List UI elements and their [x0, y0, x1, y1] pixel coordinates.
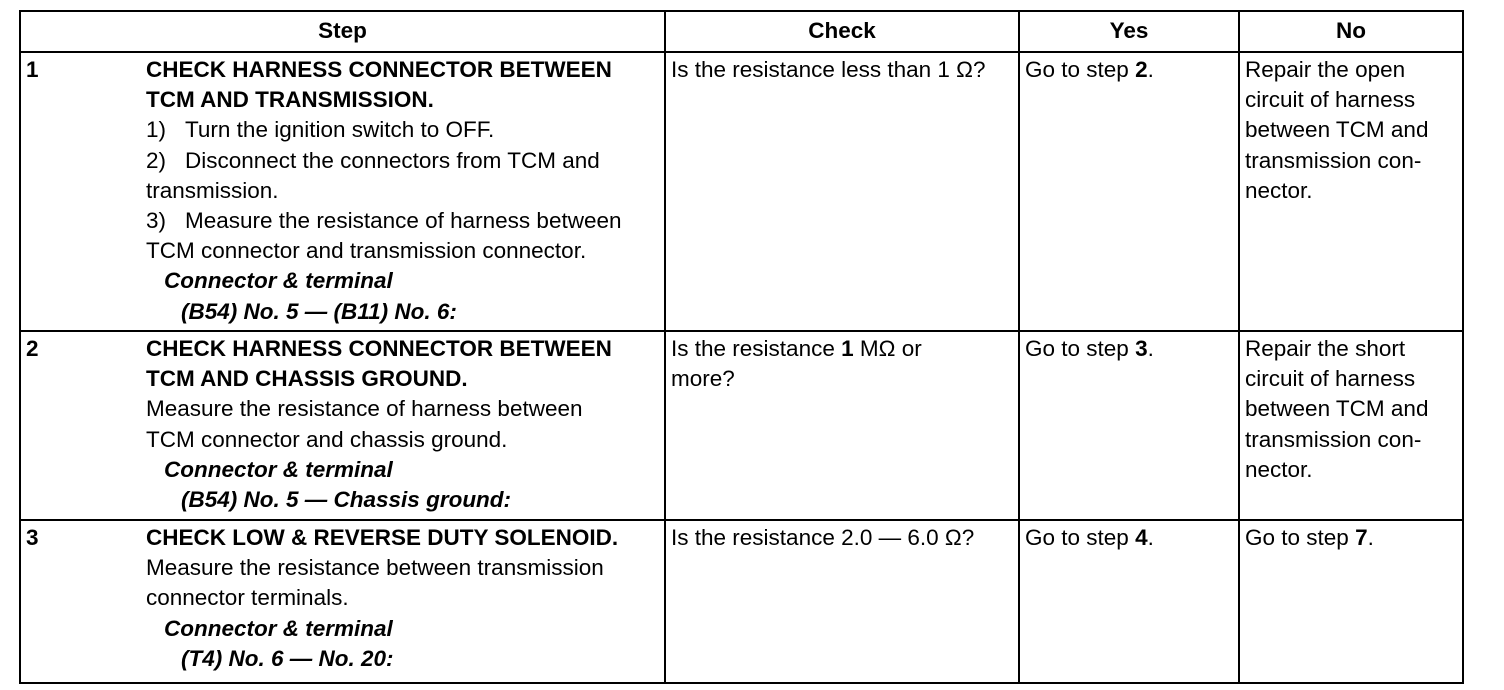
- step-title-line: TCM AND TRANSMISSION.: [146, 87, 434, 113]
- step-body-line: Measure the resistance between transmission: [146, 555, 604, 581]
- no-text-line: between TCM and: [1245, 117, 1429, 143]
- no-cell: [1239, 331, 1463, 520]
- connector-terminal-label: Connector & terminal: [164, 615, 393, 641]
- check-cell: Is the resistance 2.0 — 6.0 Ω?: [665, 520, 1019, 683]
- no-suffix: .: [1367, 525, 1374, 550]
- yes-suffix: .: [1147, 525, 1154, 550]
- check-cell: Is the resistance less than 1 Ω?: [665, 52, 1019, 331]
- substep-text-continued: TCM connector and transmission connector.: [146, 238, 587, 264]
- substep: [146, 146, 659, 176]
- step-body-line: Measure the resistance of harness between: [146, 396, 583, 422]
- check-line: more?: [671, 366, 735, 392]
- substep-text: Disconnect the connectors from TCM and: [185, 147, 600, 173]
- no-text-line: Repair the open: [1245, 57, 1406, 82]
- step-title-line: TCM AND CHASSIS GROUND.: [146, 366, 468, 392]
- no-text-line: nector.: [1245, 177, 1313, 203]
- yes-cell: [1019, 520, 1239, 683]
- no-cell: [1239, 52, 1463, 331]
- connector-terminal-value: (T4) No. 6 — No. 20:: [181, 645, 394, 671]
- substep-number: 3): [146, 208, 167, 234]
- substep-number: 2): [146, 147, 167, 173]
- check-unit: MΩ or: [853, 336, 922, 361]
- connector-terminal-value: (B54) No. 5 — Chassis ground:: [181, 487, 512, 513]
- yes-text: Go to step: [1025, 57, 1136, 82]
- no-text-line: Repair the short: [1245, 336, 1406, 361]
- check-text: Is the resistance: [671, 336, 842, 361]
- no-text: Go to step: [1245, 525, 1356, 550]
- yes-cell: [1019, 331, 1239, 520]
- no-step-number: 7: [1355, 525, 1368, 550]
- step-description: [141, 331, 665, 520]
- substep: [146, 115, 659, 145]
- step-number: 2: [20, 331, 141, 520]
- step-number: 1: [20, 52, 141, 331]
- yes-step-number: 2: [1135, 57, 1148, 82]
- no-text-line: circuit of harness: [1245, 366, 1416, 392]
- step-title-line: CHECK LOW & REVERSE DUTY SOLENOID.: [146, 525, 619, 550]
- header-step: Step: [20, 11, 665, 52]
- no-text-line: nector.: [1245, 456, 1313, 482]
- header-check: Check: [665, 11, 1019, 52]
- table-row: [20, 520, 1463, 683]
- yes-step-number: 4: [1135, 525, 1148, 550]
- step-description: [141, 52, 665, 331]
- step-body-line: connector terminals.: [146, 585, 349, 611]
- yes-text: Go to step: [1025, 336, 1136, 361]
- no-cell: [1239, 520, 1463, 683]
- no-text-line: transmission con-: [1245, 426, 1422, 452]
- no-text-line: circuit of harness: [1245, 87, 1416, 113]
- yes-suffix: .: [1147, 57, 1154, 82]
- connector-terminal-value: (B54) No. 5 — (B11) No. 6:: [181, 298, 457, 324]
- substep-text: Turn the ignition switch to OFF.: [185, 117, 495, 143]
- check-line: [671, 334, 1013, 364]
- step-body-line: TCM connector and chassis ground.: [146, 426, 508, 452]
- table-row: [20, 331, 1463, 520]
- yes-step-number: 3: [1135, 336, 1148, 361]
- check-value: 1: [841, 336, 854, 361]
- substep-text: Measure the resistance of harness between: [185, 208, 622, 234]
- step-number: 3: [20, 520, 141, 683]
- no-text-line: between TCM and: [1245, 396, 1429, 422]
- connector-terminal-label: Connector & terminal: [164, 268, 393, 294]
- yes-suffix: .: [1147, 336, 1154, 361]
- connector-terminal-label: Connector & terminal: [164, 456, 393, 482]
- table-row: [20, 52, 1463, 331]
- table-header-row: [20, 11, 1463, 52]
- step-title-line: CHECK HARNESS CONNECTOR BETWEEN: [146, 57, 612, 82]
- step-title-line: CHECK HARNESS CONNECTOR BETWEEN: [146, 336, 612, 361]
- step-description: [141, 520, 665, 683]
- diagnostic-procedure-table: [19, 10, 1464, 684]
- header-yes: Yes: [1019, 11, 1239, 52]
- check-cell: [665, 331, 1019, 520]
- yes-text: Go to step: [1025, 525, 1136, 550]
- header-no: No: [1239, 11, 1463, 52]
- substep-text-continued: transmission.: [146, 177, 279, 203]
- substep: [146, 206, 659, 236]
- substep-number: 1): [146, 117, 167, 143]
- no-text-line: transmission con-: [1245, 147, 1422, 173]
- yes-cell: [1019, 52, 1239, 331]
